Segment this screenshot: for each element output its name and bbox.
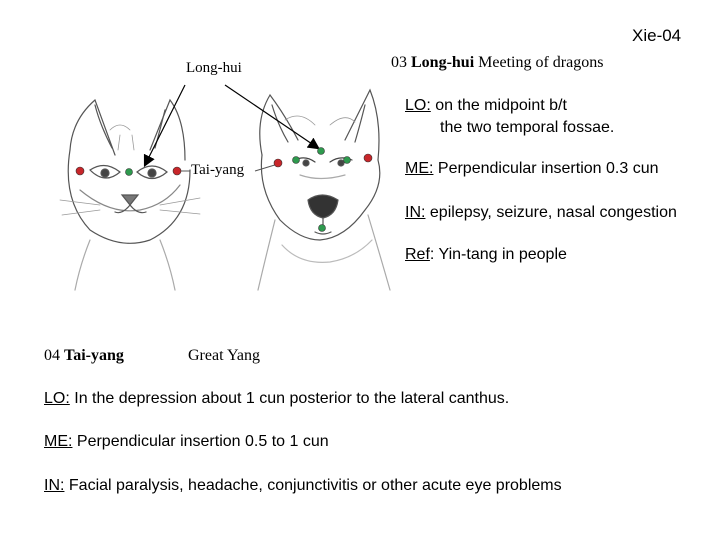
point04-in-label: IN: [44, 477, 65, 494]
point03-meaning: Meeting of dragons [478, 54, 604, 71]
cat-head-sketch [60, 100, 200, 290]
label-tai-yang: Tai-yang [191, 162, 245, 178]
dog-green-point-left [293, 157, 300, 164]
point03-lo-text-2: the two temporal fossae. [440, 119, 615, 136]
dog-tai-yang-left-point [274, 159, 282, 167]
point03-method [405, 160, 658, 178]
point04-heading-left [44, 347, 124, 365]
point03-in-label: IN: [405, 204, 426, 221]
point03-heading [391, 54, 603, 72]
point03-me-label: ME: [405, 160, 434, 177]
arrow-to-cat-long-hui [145, 85, 185, 165]
point03-lo-text-1: on the midpoint b/t [435, 97, 567, 114]
point04-number: 04 [44, 347, 60, 364]
arrow-to-dog-long-hui [225, 85, 318, 148]
point03-ref-label: Ref [405, 246, 430, 263]
slide-code: Xie-04 [632, 26, 682, 45]
dog-head-sketch [258, 90, 390, 290]
point04-method [44, 433, 329, 451]
cat-long-hui-point [126, 169, 133, 176]
point04-in-text: Facial paralysis, headache, conjunctivitis or other acute eye problems [68, 477, 562, 494]
point03-indication [405, 204, 677, 222]
point03-location [405, 95, 614, 139]
point04-meaning: Great Yang [188, 347, 260, 364]
point04-me-text: Perpendicular insertion 0.5 to 1 cun [76, 433, 329, 450]
point03-ref-text: : Yin-tang in people [429, 246, 567, 263]
point04-name: Tai-yang [64, 347, 124, 364]
dog-green-point-right [344, 157, 351, 164]
point03-in-text: epilepsy, seizure, nasal congestion [429, 204, 677, 221]
point04-indication [44, 477, 562, 495]
dog-nose-point [319, 225, 326, 232]
label-long-hui: Long-hui [186, 60, 242, 76]
dog-tai-yang-right-point [364, 154, 372, 162]
point03-number: 03 [391, 54, 407, 71]
dog-long-hui-point [318, 148, 325, 155]
point04-lo-label: LO: [44, 390, 70, 407]
point03-name: Long-hui [411, 54, 475, 71]
cat-tai-yang-right-point [173, 167, 181, 175]
point04-lo-text: In the depression about 1 cun posterior to the lateral canthus. [74, 390, 510, 407]
point03-reference [405, 246, 567, 264]
point03-lo-label: LO: [405, 97, 431, 114]
point04-location [44, 390, 509, 408]
cat-tai-yang-left-point [76, 167, 84, 175]
point04-me-label: ME: [44, 433, 73, 450]
point03-me-text: Perpendicular insertion 0.3 cun [437, 160, 659, 177]
